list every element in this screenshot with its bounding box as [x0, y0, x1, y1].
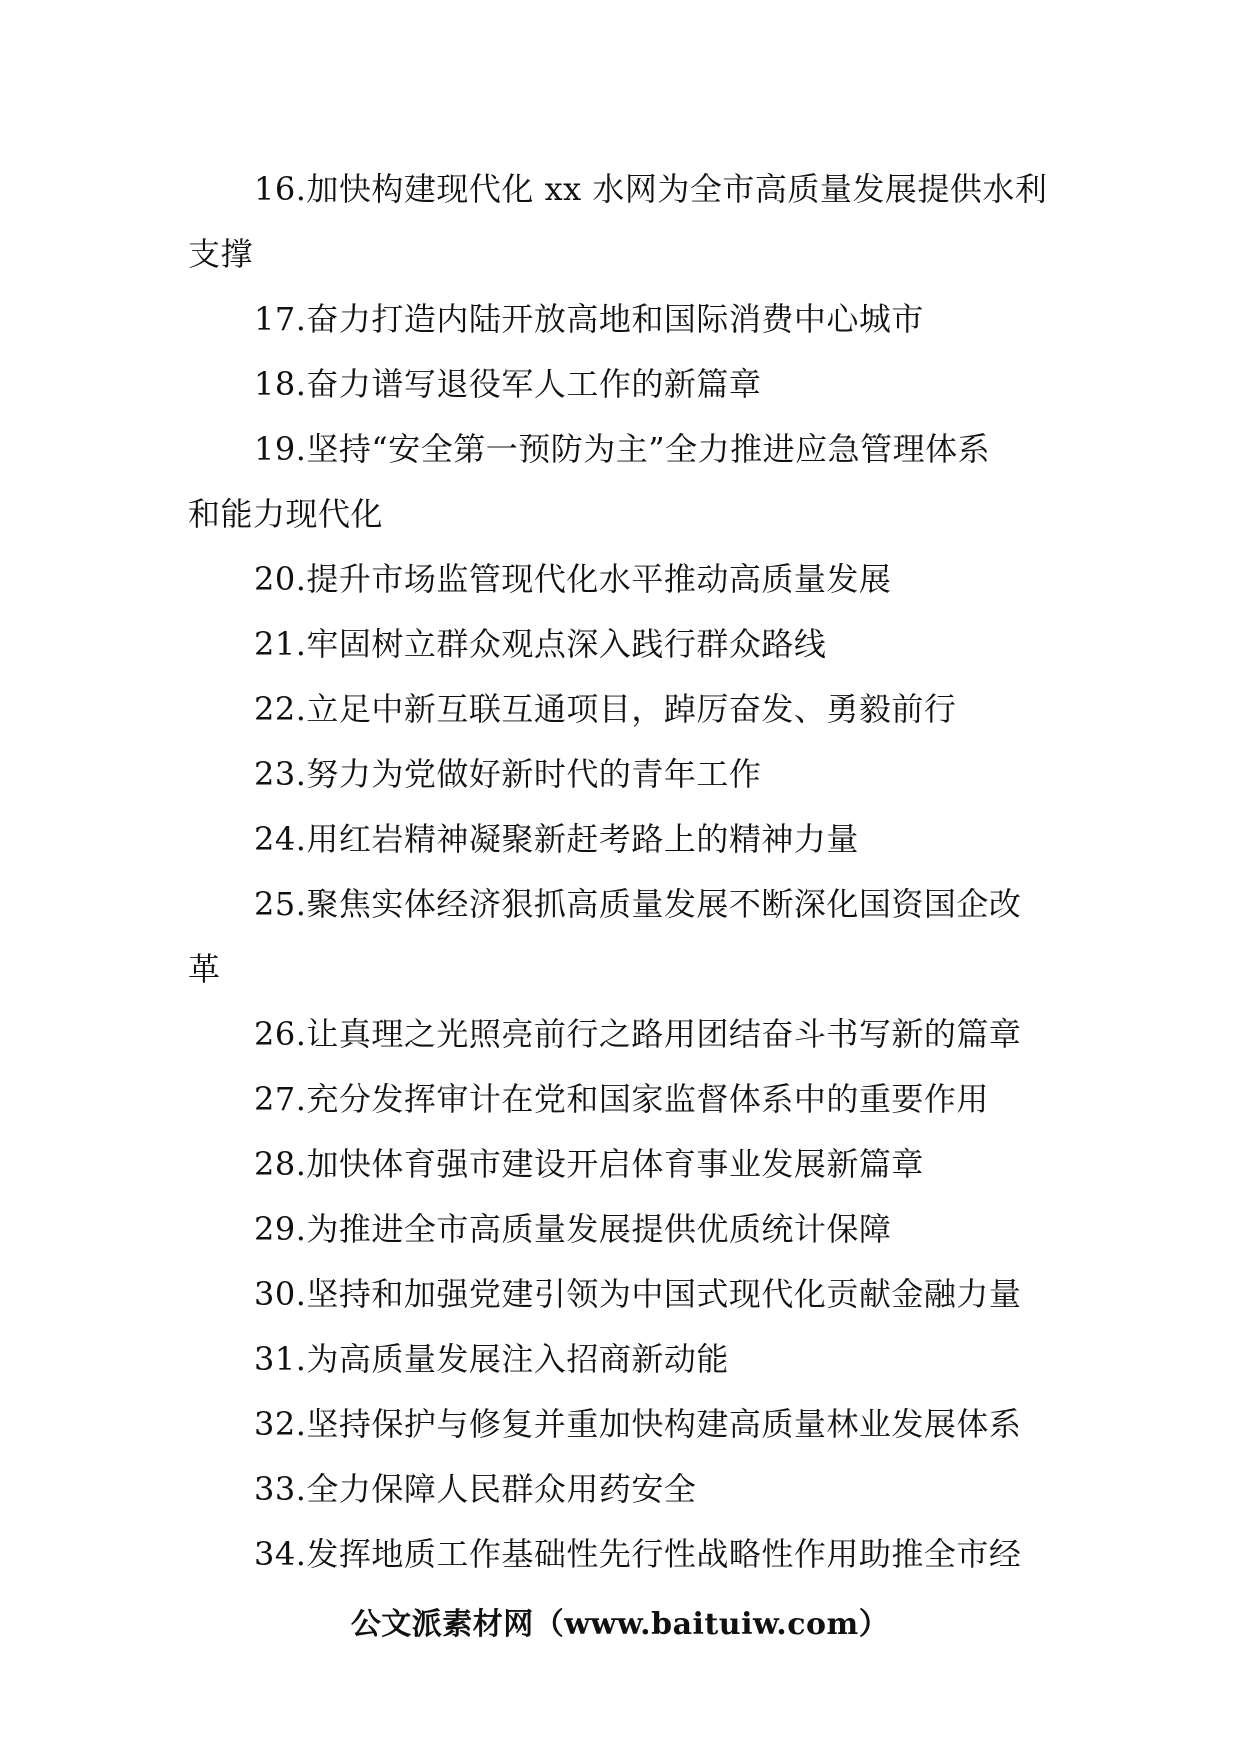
list-item-19: 19.坚持“安全第一预防为主”全力推进应急管理体系: [254, 430, 991, 468]
list-item-34: 34.发挥地质工作基础性先行性战略性作用助推全市经: [254, 1535, 1022, 1573]
list-item-32: 32.坚持保护与修复并重加快构建高质量林业发展体系: [254, 1405, 1022, 1443]
list-item-25: 25.聚焦实体经济狠抓高质量发展不断深化国资国企改: [254, 885, 1022, 923]
list-item-30: 30.坚持和加强党建引领为中国式现代化贡献金融力量: [254, 1275, 1022, 1313]
list-item-31: 31.为高质量发展注入招商新动能: [254, 1340, 729, 1378]
document-body: [188, 157, 1058, 1587]
list-item-33: 33.全力保障人民群众用药安全: [254, 1470, 697, 1508]
list-item-29: 29.为推进全市高质量发展提供优质统计保障: [254, 1210, 892, 1248]
list-item-25-continuation: 革: [188, 950, 221, 988]
list-item-27: 27.充分发挥审计在党和国家监督体系中的重要作用: [254, 1080, 989, 1118]
list-item-20: 20.提升市场监管现代化水平推动高质量发展: [254, 560, 892, 598]
list-item-23: 23.努力为党做好新时代的青年工作: [254, 755, 762, 793]
list-item-26: 26.让真理之光照亮前行之路用团结奋斗书写新的篇章: [254, 1015, 1022, 1053]
list-item-21: 21.牢固树立群众观点深入践行群众路线: [254, 625, 827, 663]
list-item-17: 17.奋力打造内陆开放高地和国际消费中心城市: [254, 300, 924, 338]
list-item-18: 18.奋力谱写退役军人工作的新篇章: [254, 365, 762, 403]
list-item-24: 24.用红岩精神凝聚新赶考路上的精神力量: [254, 820, 859, 858]
list-item-19-continuation: 和能力现代化: [188, 495, 384, 533]
page-footer: 公文派素材网（www.baituiw.com）: [350, 1607, 890, 1642]
list-item-16: 16.加快构建现代化 xx 水网为全市高质量发展提供水利: [254, 170, 1048, 208]
list-item-22: 22.立足中新互联互通项目，踔厉奋发、勇毅前行: [254, 690, 957, 728]
list-item-16-continuation: 支撑: [188, 235, 254, 273]
list-item-28: 28.加快体育强市建设开启体育事业发展新篇章: [254, 1145, 924, 1183]
